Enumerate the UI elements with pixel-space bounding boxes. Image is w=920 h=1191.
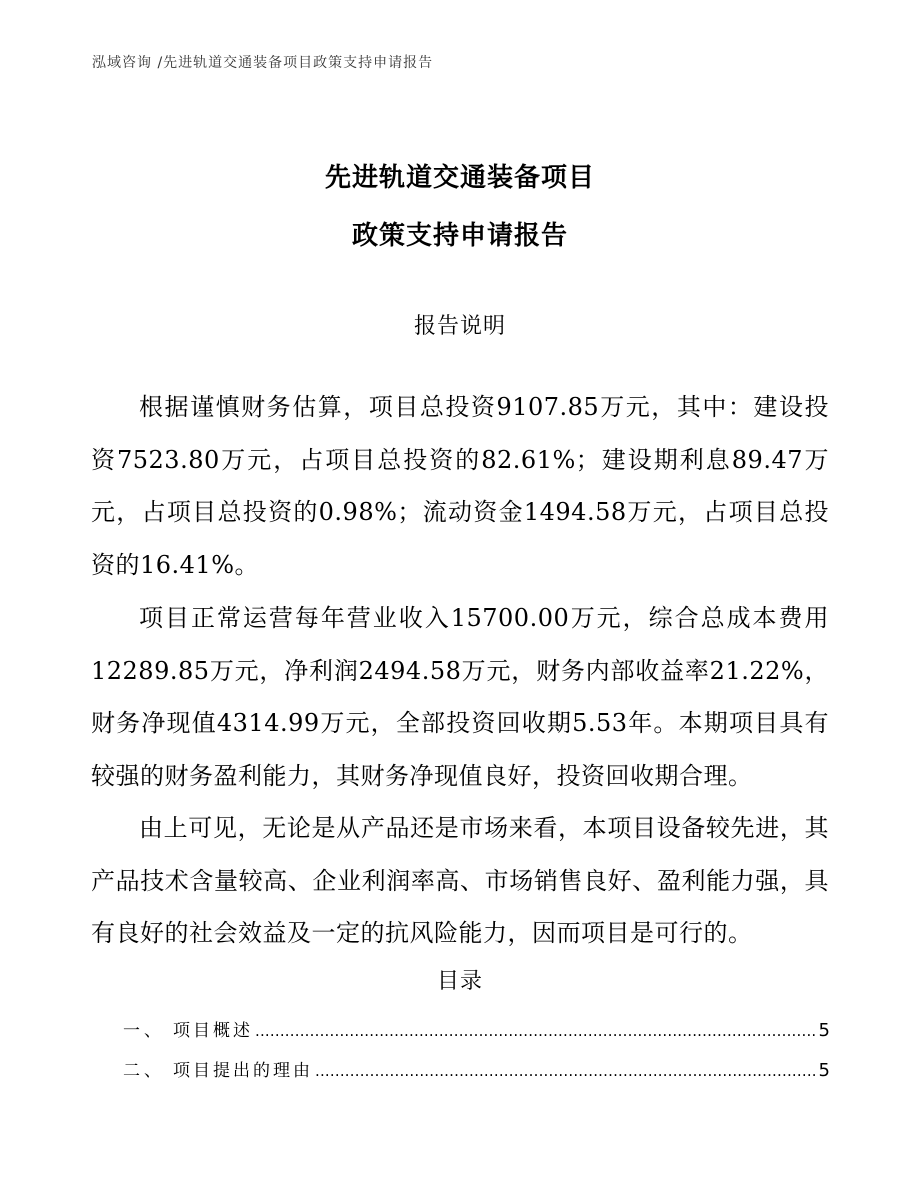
- toc-entry-page[interactable]: 5: [818, 1020, 830, 1041]
- toc-entry-page[interactable]: 5: [818, 1060, 830, 1081]
- toc-entry-label[interactable]: 项目概述: [173, 1021, 253, 1041]
- table-of-contents-heading: 目录: [436, 969, 483, 994]
- toc-entry-number: 二、: [123, 1061, 165, 1081]
- summary-paragraph-financials: 项目正常运营每年营业收入15700.00万元，综合总成本费用12289.85万元，净利润2494.58万元，财务内部收益率21.22%，财务净现值4314.99万元，全部投资回收期5.53年。本期项目具有较强的财务盈利能力，其财务净现值良好，投资回收期合理。: [91, 604, 829, 790]
- toc-dot-leader: [315, 1062, 817, 1080]
- document-title-line-2: 政策支持申请报告: [351, 221, 568, 251]
- toc-entry-label[interactable]: 项目提出的理由: [173, 1061, 313, 1081]
- document-title-line-1: 先进轨道交通装备项目: [324, 163, 595, 193]
- toc-dot-leader: [255, 1022, 817, 1040]
- report-description-heading: 报告说明: [413, 314, 506, 339]
- summary-paragraph-conclusion: 由上可见，无论是从产品还是市场来看，本项目设备较先进，其产品技术含量较高、企业利润率高、市场销售良好、盈利能力强，具有良好的社会效益及一定的抗风险能力，因而项目是可行的。: [91, 814, 829, 947]
- toc-entry-project-overview[interactable]: [123, 1016, 830, 1056]
- toc-entry-project-rationale[interactable]: [123, 1056, 830, 1096]
- running-header: 泓域咨询 /先进轨道交通装备项目政策支持申请报告: [92, 55, 434, 71]
- table-of-contents: [123, 1016, 830, 1096]
- summary-paragraph-investment: 根据谨慎财务估算，项目总投资9107.85万元，其中：建设投资7523.80万元，占项目总投资的82.61%；建设期利息89.47万元，占项目总投资的0.98%；流动资金1494.58万元，占项目总投资的16.41%。: [91, 393, 829, 579]
- toc-entry-number: 一、: [123, 1021, 165, 1041]
